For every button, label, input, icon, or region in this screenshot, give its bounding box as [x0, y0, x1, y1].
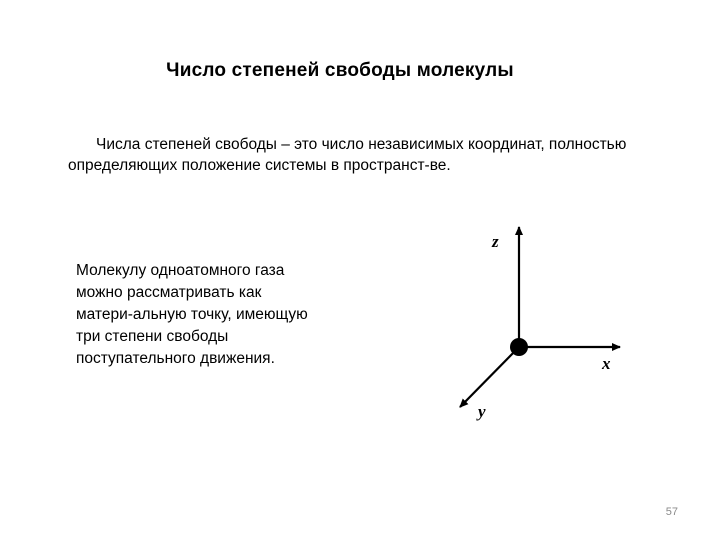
slide-title: Число степеней свободы молекулы: [166, 60, 514, 81]
y-axis-label: y: [478, 402, 486, 421]
description-line-5: поступательного движения.: [76, 350, 275, 367]
definition-line-2: определяющих положение системы в пространст-ве.: [68, 157, 451, 174]
description-line-2: можно рассматривать как: [76, 284, 262, 301]
definition-line-1: Числа степеней свободы – это число независимых координат, полностью: [96, 136, 627, 153]
description-line-4: три степени свободы: [76, 328, 229, 345]
description-line-3: матери-альную точку, имеющую: [76, 306, 308, 323]
molecule-point: [510, 338, 528, 356]
x-axis-label: x: [602, 354, 611, 373]
description-line-1: Молекулу одноатомного газа: [76, 262, 285, 279]
page-number: 57: [665, 506, 678, 518]
monatomic-gas-description: [76, 260, 366, 370]
definition-paragraph: [68, 134, 688, 176]
y-axis: [460, 347, 519, 407]
coordinate-axes-figure: [430, 215, 650, 430]
z-axis-label: z: [492, 232, 499, 251]
